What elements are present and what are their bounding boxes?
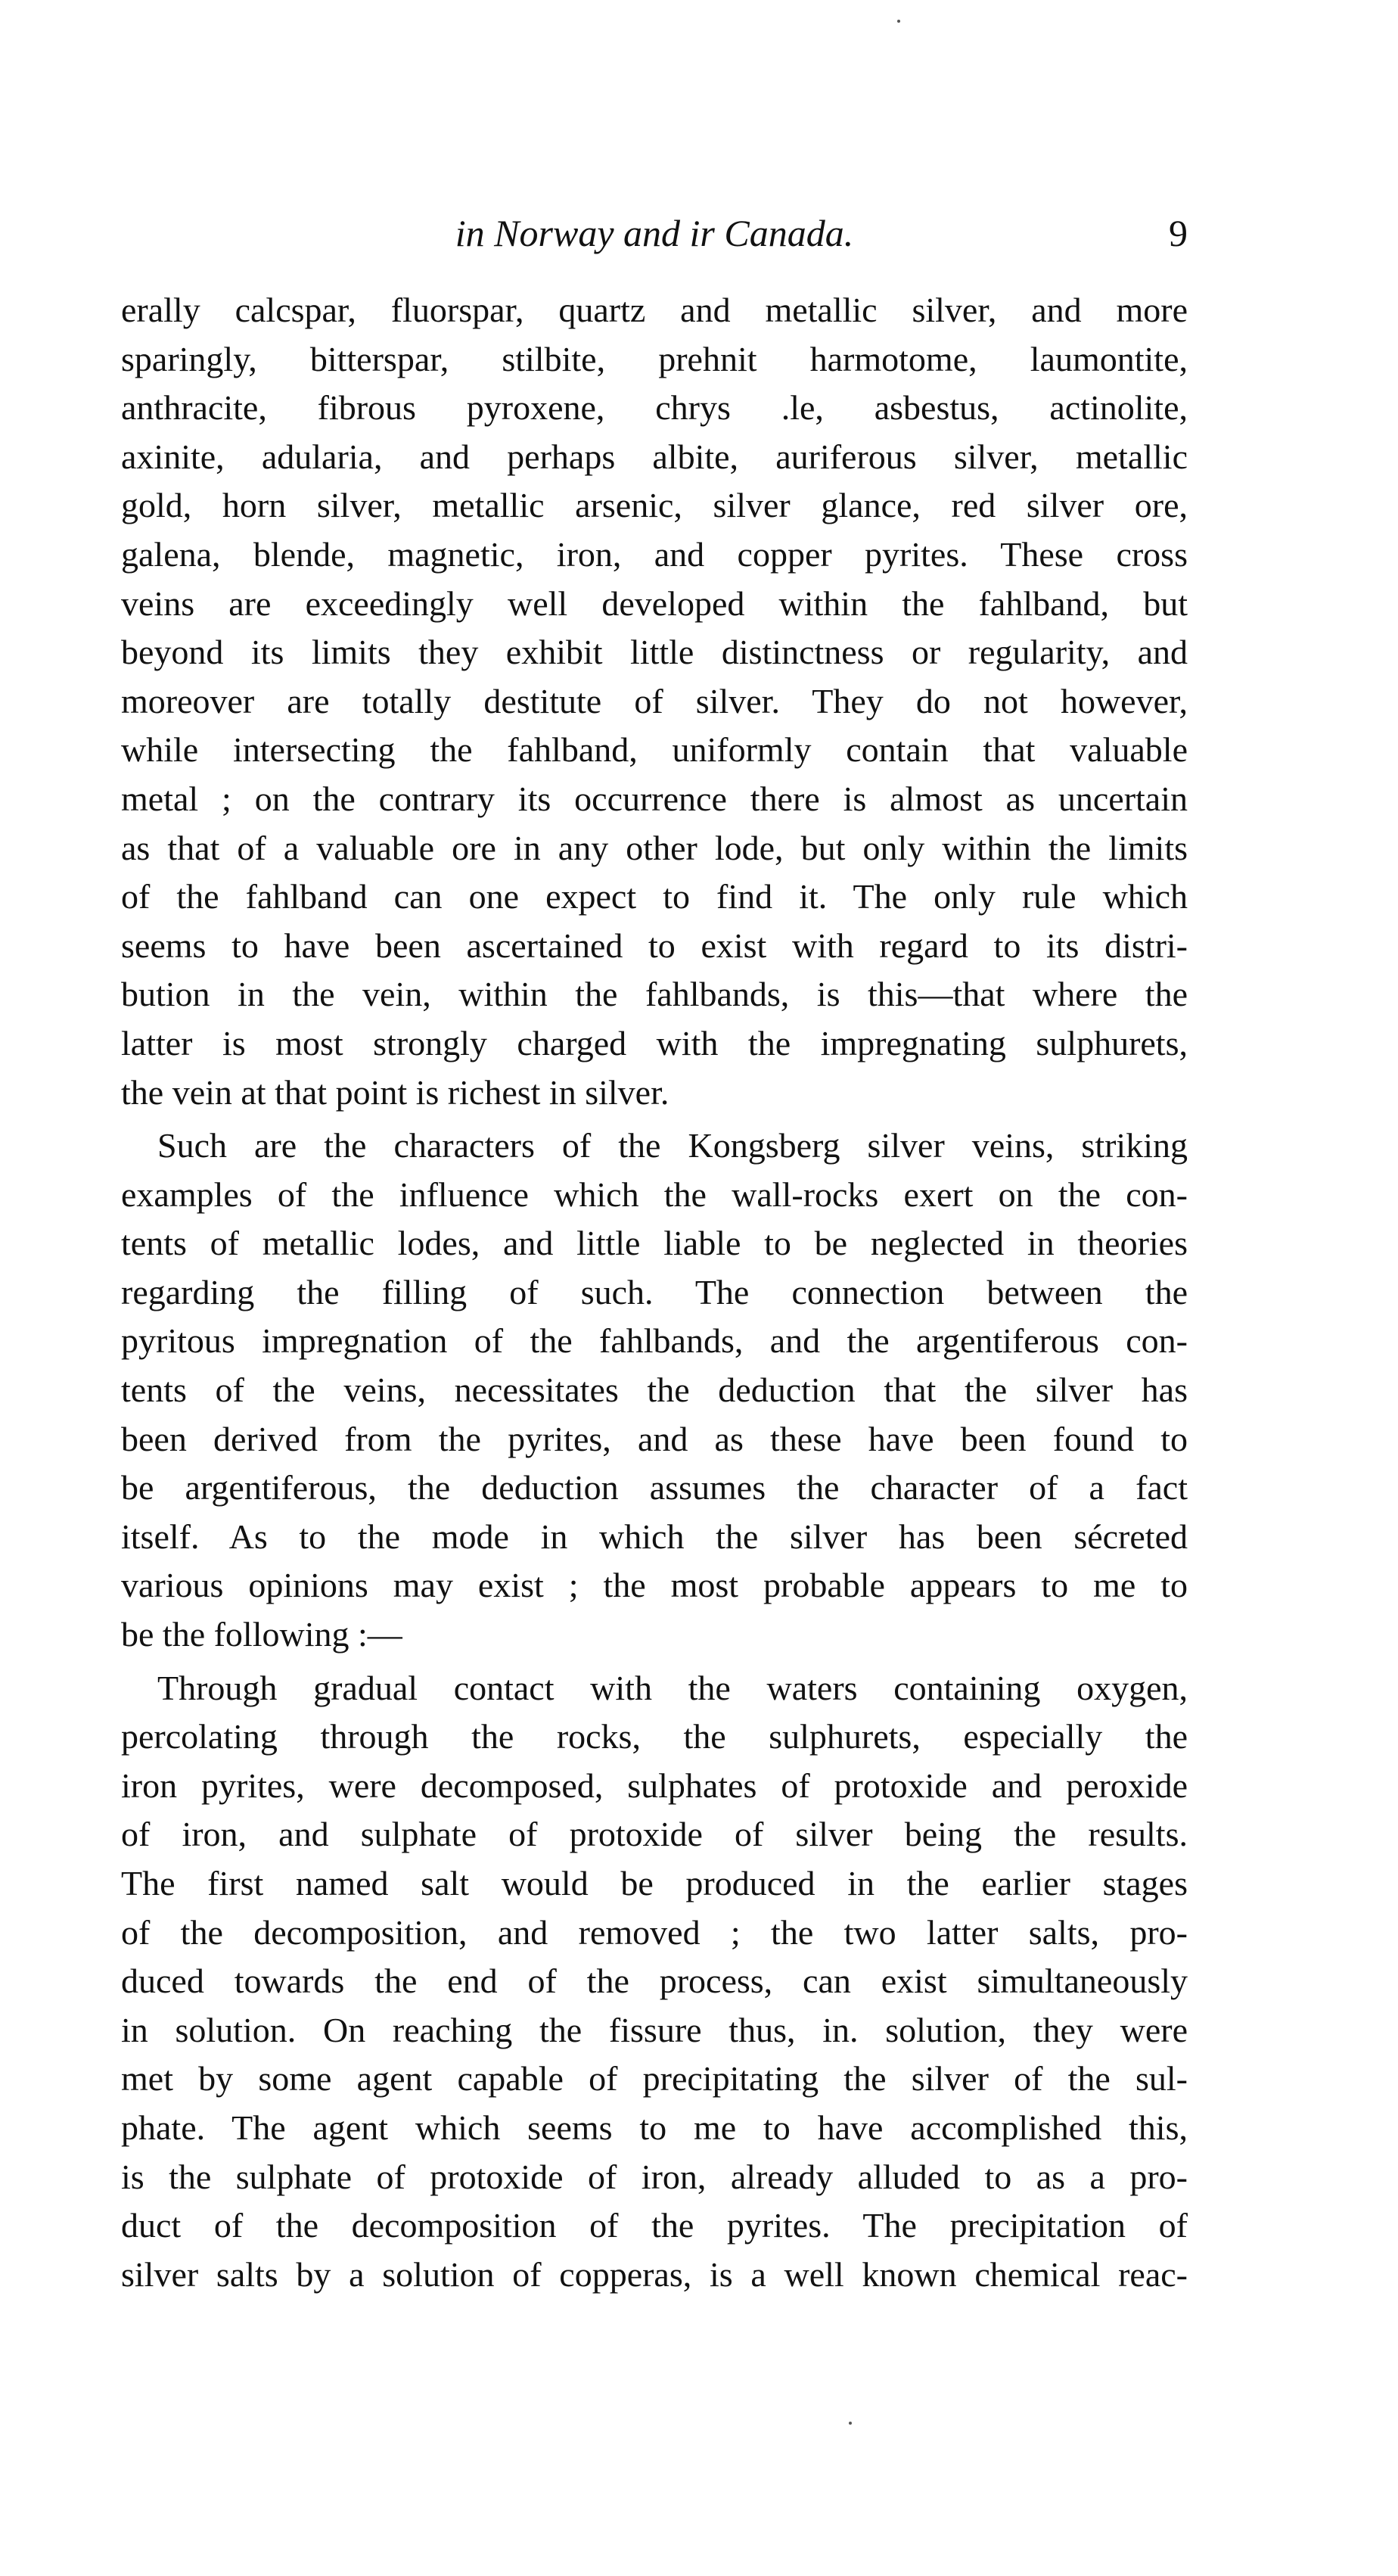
text-line: tents of the veins, necessitates the deduction that the silver has <box>121 1370 1188 1410</box>
text-line: Through gradual contact with the waters containing oxygen, <box>157 1668 1188 1707</box>
body-text <box>121 286 1188 2299</box>
text-line: regarding the filling of such. The connection between the <box>121 1272 1188 1311</box>
text-line: of iron, and sulphate of protoxide of silver being the results. <box>121 1815 1188 1854</box>
running-title: in Norway and ir Canada. <box>455 212 854 254</box>
paragraph-1 <box>121 286 1188 1117</box>
text-line: duct of the decomposition of the pyrites. The precipitation of <box>121 2206 1188 2245</box>
text-line: itself. As to the mode in which the silver has been sécreted <box>121 1517 1188 1556</box>
text-line: anthracite, fibrous pyroxene, chrys .le, asbestus, actinolite, <box>121 388 1188 428</box>
text-line: The first named salt would be produced in the earlier stages <box>121 1864 1188 1902</box>
text-line: in solution. On reaching the fissure thus, in. solution, they were <box>121 2010 1188 2049</box>
text-line: moreover are totally destitute of silver. They do not however, <box>121 681 1188 720</box>
text-line: sparingly, bitterspar, stilbite, prehnit harmotome, laumontite, <box>121 339 1188 378</box>
text-line: be argentiferous, the deduction assumes the character of a fact <box>121 1468 1188 1507</box>
text-line: tents of metallic lodes, and little liable to be neglected in theories <box>121 1224 1188 1263</box>
ink-speck <box>849 2422 852 2425</box>
text-line: bution in the vein, within the fahlbands, is this—that where the <box>121 975 1188 1014</box>
page-number: 9 <box>1169 212 1188 254</box>
ink-speck <box>897 20 900 23</box>
text-line: is the sulphate of protoxide of iron, already alluded to as a pro- <box>121 2157 1188 2196</box>
text-line: while intersecting the fahlband, uniformly contain that valuable <box>121 730 1188 770</box>
text-line: axinite, adularia, and perhaps albite, auriferous silver, metallic <box>121 437 1188 476</box>
text-line: galena, blende, magnetic, iron, and copper pyrites. These cross <box>121 534 1188 574</box>
paragraph-2 <box>121 1122 1188 1660</box>
text-line: erally calcspar, fluorspar, quartz and metallic silver, and more <box>121 291 1188 329</box>
text-line: seems to have been ascertained to exist with regard to its distri- <box>121 926 1188 965</box>
text-line: silver salts by a solution of copperas, is a well known chemical reac- <box>121 2254 1188 2294</box>
text-line: met by some agent capable of precipitating the silver of the sul- <box>121 2059 1188 2098</box>
text-line: duced towards the end of the process, can exist simultaneously <box>121 1962 1188 2001</box>
text-line: phate. The agent which seems to me to have accomplished this, <box>121 2108 1188 2147</box>
text-line: pyritous impregnation of the fahlbands, and the argentiferous con- <box>121 1321 1188 1361</box>
text-line: beyond its limits they exhibit little distinctness or regularity, and <box>121 633 1188 672</box>
text-line: Such are the characters of the Kongsberg silver veins, striking <box>157 1126 1188 1165</box>
text-line: metal ; on the contrary its occurrence there is almost as uncertain <box>121 779 1188 818</box>
text-line: veins are exceedingly well developed within the fahlband, but <box>121 583 1188 623</box>
text-line: gold, horn silver, metallic arsenic, silver glance, red silver ore, <box>121 486 1188 525</box>
text-line: as that of a valuable ore in any other lode, but only within the limits <box>121 828 1188 867</box>
text-line: be the following :— <box>121 1615 402 1654</box>
text-line: various opinions may exist ; the most probable appears to me to <box>121 1566 1188 1605</box>
text-line: examples of the influence which the wall-rocks exert on the con- <box>121 1174 1188 1214</box>
running-head <box>121 203 1188 263</box>
paragraph-3 <box>121 1664 1188 2300</box>
text-line: of the fahlband can one expect to find it. The only rule which <box>121 877 1188 916</box>
text-line: been derived from the pyrites, and as these have been found to <box>121 1419 1188 1458</box>
text-line: the vein at that point is richest in silver. <box>121 1072 669 1112</box>
text-line: percolating through the rocks, the sulphurets, especially the <box>121 1717 1188 1756</box>
text-line: iron pyrites, were decomposed, sulphates of protoxide and peroxide <box>121 1766 1188 1805</box>
text-line: of the decomposition, and removed ; the two latter salts, pro- <box>121 1912 1188 1952</box>
text-line: latter is most strongly charged with the impregnating sulphurets, <box>121 1023 1188 1062</box>
